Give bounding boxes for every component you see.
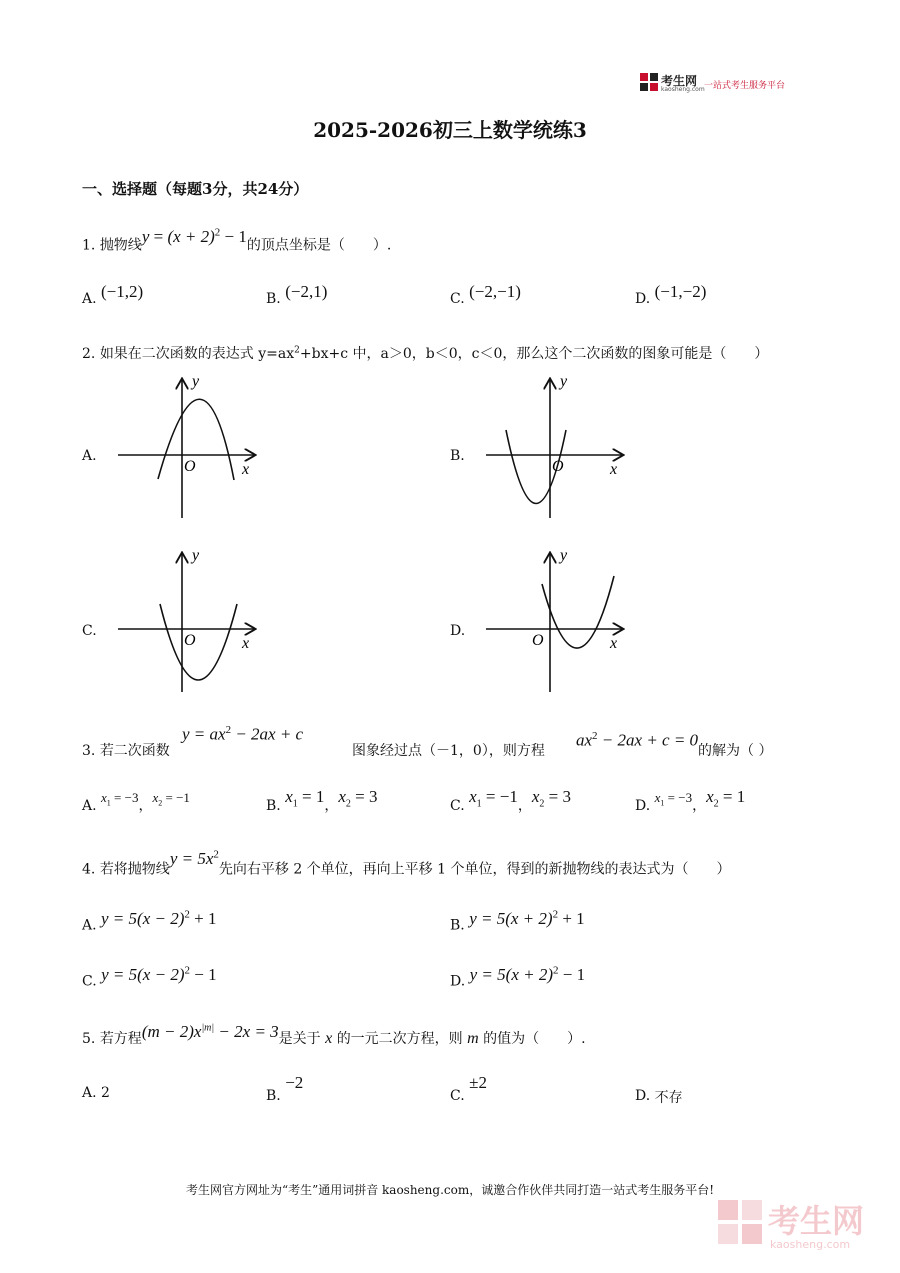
watermark-brand: 考生网 (768, 1202, 865, 1240)
page-title: 2025-2026初三上数学统练3 (313, 118, 587, 142)
origin-label: O (184, 632, 196, 649)
q2-graph-a[interactable] (112, 372, 262, 522)
q5-option-a[interactable]: A. 2 (82, 1085, 110, 1101)
q2-text-b: +bx+c 中，a＞0，b＜0，c＜0，那么这个二次函数的图象可能是（ ） (299, 346, 769, 362)
y-label: y (192, 547, 200, 564)
q3-number: 3. (82, 743, 96, 759)
q1-formula: $y = (x + 2)^2 - 1$ (141, 226, 247, 246)
q4-number: 4. (82, 861, 96, 878)
kaosheng-logo[interactable] (640, 72, 810, 96)
logo-brand: 考生网 (661, 74, 698, 88)
y-label: y (192, 373, 200, 390)
q4-text-before: 若将抛物线 (99, 861, 170, 878)
q5-text-mid1: 是关于 (278, 1031, 321, 1047)
q3-text-before: 若二次函数 (99, 743, 170, 759)
origin-label: O (532, 632, 544, 649)
q4-text-after: 先向右平移 2 个单位，再向上平移 1 个单位，得到的新抛物线的表达式为（ ） (218, 861, 731, 878)
q3-formula-1: $y = ax^2 - 2ax + c$ (182, 724, 304, 744)
q4-option-d[interactable]: D. $y = 5(x + 2)^2 - 1$ (450, 964, 586, 990)
q2-text-a: 如果在二次函数的表达式 y=ax (99, 346, 295, 362)
origin-label: O (184, 458, 196, 475)
q4-option-c[interactable]: C. $y = 5(x - 2)^2 - 1$ (82, 964, 217, 990)
x-label: x (610, 635, 618, 652)
question-1 (82, 226, 392, 255)
parabola (542, 576, 614, 648)
q5-option-d[interactable]: D. 不存 (635, 1088, 683, 1106)
q4-option-b[interactable]: B. $y = 5(x + 2)^2 + 1$ (450, 908, 585, 934)
q4-formula: $y = 5x^2$ (169, 848, 219, 868)
q3-text-after: 的解为（ ） (698, 743, 773, 759)
q2-graph-c[interactable] (112, 546, 262, 696)
watermark-domain: kaosheng.com (770, 1238, 851, 1251)
x-label: x (242, 461, 250, 478)
parabola (158, 399, 234, 480)
q2-graph-b[interactable] (480, 372, 630, 522)
q2-graph-d[interactable] (480, 546, 630, 696)
q5-text-before: 若方程 (99, 1031, 142, 1047)
y-label: y (560, 547, 568, 564)
q3-formula-2: $ax^2 - 2ax + c = 0$ (576, 730, 699, 750)
q2-option-d-label[interactable]: D. (450, 623, 466, 639)
question-5: 5. 若方程$(m - 2)x^{|m|} - 2x = 3$是关于 x 的一元二次方程，则 m 的值为（ ）. (82, 1022, 586, 1047)
q5-number: 5. (82, 1031, 96, 1047)
y-label: y (560, 373, 568, 390)
q1-number: 1. (82, 237, 96, 254)
q1-option-d[interactable]: D. (−1,−2) (635, 282, 707, 307)
q2-text-sup: 2 (294, 345, 300, 356)
q3-option-b[interactable]: B. $x_1 = 1$，$x_2 = 3$ (266, 787, 378, 814)
q1-option-c[interactable]: C. (−2,−1) (450, 282, 521, 307)
q2-option-a-label[interactable]: A. (82, 448, 97, 464)
q3-option-a[interactable]: A. $x_1 = -3$，$x_2 = -1$ (82, 790, 190, 814)
q3-text-middle: 图象经过点（－1，0），则方程 (352, 743, 545, 759)
question-3 (82, 740, 170, 760)
logo-slogan: 一站式考生服务平台 (704, 81, 786, 91)
logo-domain: kaosheng.com (661, 86, 705, 93)
question-4 (82, 848, 731, 879)
q3-option-d[interactable]: D. $x_1 = -3$，$x_2 = 1$ (635, 787, 746, 814)
origin-label: O (552, 458, 564, 475)
watermark (718, 1196, 878, 1256)
page-footer: 考生网官方网址为“考生”通用词拼音 kaosheng.com，诚邀合作伙伴共同打造一站式考生服务平台! (185, 1183, 715, 1197)
x-label: x (242, 635, 250, 652)
q1-option-b[interactable]: B. (−2,1) (266, 282, 328, 307)
section-heading: 一、选择题（每题3分，共24分） (82, 180, 309, 198)
x-label: x (610, 461, 618, 478)
q4-option-a[interactable]: A. $y = 5(x - 2)^2 + 1$ (82, 908, 217, 934)
parabola (160, 604, 237, 680)
kaosheng-logo-icon (640, 73, 658, 91)
question-2 (82, 343, 768, 363)
q5-formula: $(m - 2)x^{|m|} - 2x = 3$ (141, 1022, 279, 1041)
q2-option-c-label[interactable]: C. (82, 623, 97, 639)
q2-number: 2. (82, 346, 96, 362)
q5-option-b[interactable]: B. −2 (266, 1073, 304, 1104)
q3-option-c[interactable]: C. $x_1 = -1$，$x_2 = 3$ (450, 787, 571, 814)
q1-text-after: 的顶点坐标是（ ）. (246, 237, 392, 254)
q1-text-before: 抛物线 (99, 237, 142, 254)
q5-option-c[interactable]: C. ±2 (450, 1073, 487, 1104)
q1-option-a[interactable]: A. (−1,2) (82, 282, 144, 307)
q2-option-b-label[interactable]: B. (450, 448, 465, 464)
